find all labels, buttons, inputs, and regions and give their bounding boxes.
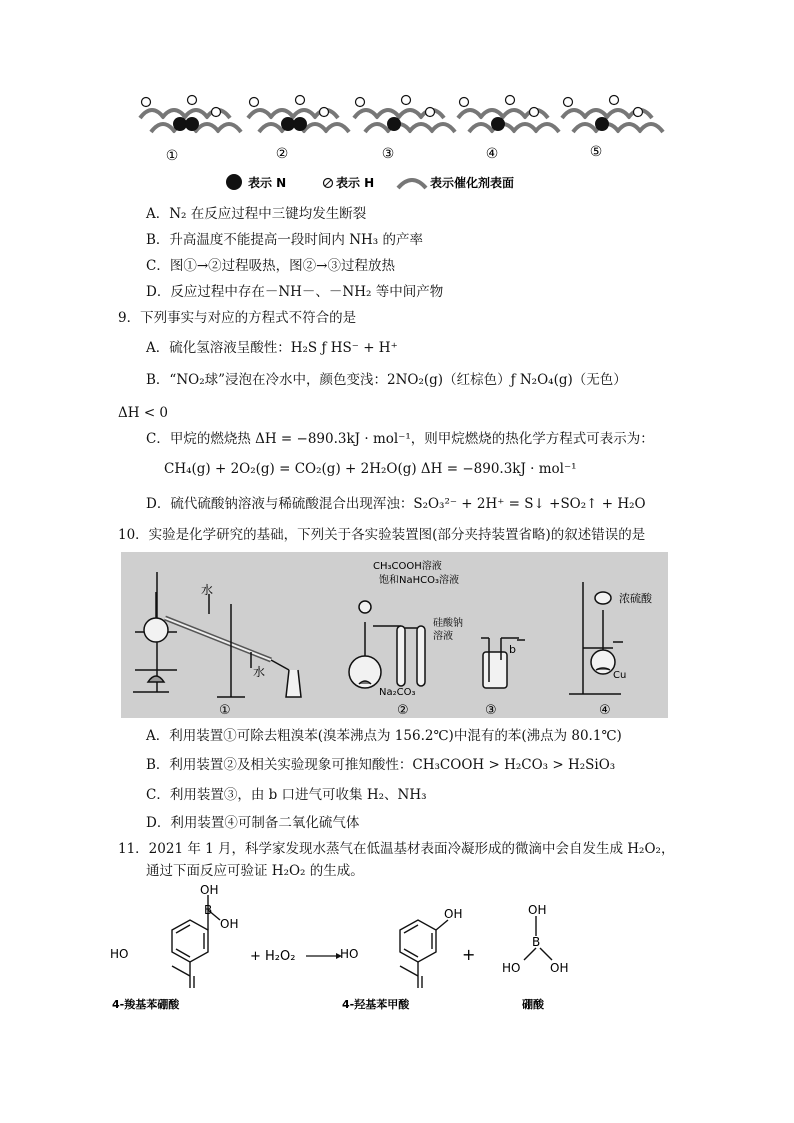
h-atom xyxy=(530,108,539,117)
surface-arch xyxy=(480,110,504,118)
molecule-carboxyphenylboronic-acid xyxy=(172,895,220,988)
m2-oh: OH xyxy=(444,907,463,921)
surface-arch xyxy=(376,110,400,118)
surface-arch xyxy=(431,124,455,132)
q9-option-a: A．硫化氢溶液呈酸性：H₂S ƒ HS⁻ + H⁺ xyxy=(146,340,398,356)
apparatus-2-silicate-label-2: 溶液 xyxy=(433,631,453,642)
surface-arch xyxy=(354,110,378,118)
n-atom xyxy=(173,117,187,131)
apparatus-4-number: ④ xyxy=(599,703,611,718)
m3-oh-top: OH xyxy=(528,903,547,917)
m3-boron: B xyxy=(532,935,541,949)
surface-arch xyxy=(162,110,186,118)
m1-ho-left: HO xyxy=(110,947,129,961)
apparatus-panel xyxy=(121,552,668,718)
apparatus-2-number: ② xyxy=(397,703,409,718)
q10-option-c: C．利用装置③，由 b 口进气可收集 H₂、NH₃ xyxy=(146,787,427,803)
molecule-hydroxybenzoic-acid xyxy=(400,920,448,988)
m1-name: 4-羧基苯硼酸 xyxy=(112,998,180,1011)
n-atom xyxy=(185,117,199,131)
h-atom xyxy=(634,108,643,117)
surface-arch xyxy=(325,124,349,132)
q9-option-c: C．甲烷的燃烧热 ΔH = −890.3kJ · mol⁻¹，则甲烷燃烧的热化学方程式可表示为： xyxy=(146,431,654,447)
surface-arch xyxy=(184,110,208,118)
apparatus-3-number: ③ xyxy=(485,703,497,718)
surface-arch xyxy=(140,110,164,118)
step-label-3: ③ xyxy=(381,146,395,162)
h-atom xyxy=(296,96,305,105)
apparatus-3-gas-bottle xyxy=(481,638,525,688)
h-atom xyxy=(188,96,197,105)
apparatus-2-silicate-label-1: 硅酸钠 xyxy=(433,618,463,629)
h-atom xyxy=(564,98,573,107)
surface-arch xyxy=(259,124,283,132)
h-atom xyxy=(402,96,411,105)
m2-name: 4-羟基苯甲酸 xyxy=(342,998,410,1011)
q9-option-b-delta-h: ΔH < 0 xyxy=(118,405,169,421)
step-label-4: ④ xyxy=(485,146,499,162)
surface-arch xyxy=(469,124,493,132)
h-atom xyxy=(460,98,469,107)
m3-oh-right: OH xyxy=(550,961,569,975)
q9-option-b: B．“NO₂球”浸泡在冷水中，颜色变浅：2NO₂(g)（红棕色）ƒ N₂O₄(g)（无色） xyxy=(146,372,627,388)
apparatus-1-water-out-label: 水 xyxy=(253,665,266,679)
m1-oh-top: OH xyxy=(200,883,219,897)
q9-stem: 9．下列事实与对应的方程式不符合的是 xyxy=(118,310,357,326)
n-atom xyxy=(293,117,307,131)
surface-arch xyxy=(248,110,272,118)
plus-sign: + xyxy=(462,945,476,964)
q8-option-d: D．反应过程中存在－NH－、－NH₂ 等中间产物 xyxy=(146,284,444,300)
surface-arch xyxy=(639,124,663,132)
q10-option-b: B．利用装置②及相关实验现象可推知酸性：CH₃COOH > H₂CO₃ > H₂SiO₃ xyxy=(146,757,616,773)
q8-option-a: A．N₂ 在反应过程中三键均发生断裂 xyxy=(146,206,367,222)
catalyst-mechanism-figure xyxy=(130,90,670,200)
n-atom xyxy=(387,117,401,131)
q11-stem-continued: 通过下面反应可验证 H₂O₂ 的生成。 xyxy=(146,863,364,879)
surface-arch xyxy=(409,124,433,132)
q8-option-c: C．图①→②过程吸热，图②→③过程放热 xyxy=(146,258,395,274)
h-atom xyxy=(356,98,365,107)
m1-oh-right: OH xyxy=(220,917,239,931)
q10-option-d: D．利用装置④可制备二氧化硫气体 xyxy=(146,815,360,831)
apparatus-1-number: ① xyxy=(219,703,231,718)
legend-n-atom xyxy=(226,174,242,190)
apparatus-2-acetic-label: CH₃COOH溶液 xyxy=(373,561,442,572)
surface-arch xyxy=(398,110,422,118)
apparatus-2-na2co3-label: Na₂CO₃ xyxy=(379,687,416,698)
q9-option-c-equation: CH₄(g) + 2O₂(g) = CO₂(g) + 2H₂O(g) ΔH = −890.3kJ · mol⁻¹ xyxy=(164,461,577,477)
apparatus-1-water-in-label: 水 xyxy=(201,583,214,597)
plus-h2o2: + H₂O₂ xyxy=(250,949,296,964)
q11-reaction-scheme xyxy=(100,880,600,1020)
step-label-2: ② xyxy=(275,146,289,162)
h-atom xyxy=(212,108,221,117)
step-label-1: ① xyxy=(165,148,179,164)
h-atom xyxy=(250,98,259,107)
q8-option-b: B．升高温度不能提高一段时间内 NH₃ 的产率 xyxy=(146,232,423,248)
n-atom xyxy=(491,117,505,131)
apparatus-1-distillation xyxy=(133,572,301,697)
q10-stem: 10．实验是化学研究的基础，下列关于各实验装置图(部分夹持装置省略)的叙述错误的是 xyxy=(118,527,646,543)
m2-ho: HO xyxy=(340,947,359,961)
q10-option-a: A．利用装置①可除去粗溴苯(溴苯沸点为 156.2℃)中混有的苯(沸点为 80.1℃) xyxy=(146,728,622,744)
surface-arch xyxy=(458,110,482,118)
m1-boron: B xyxy=(204,903,213,917)
apparatus-4-h2so4-label: 浓硫酸 xyxy=(619,592,652,605)
apparatus-2-acid-strength xyxy=(349,601,425,688)
n-atom xyxy=(281,117,295,131)
q9-option-d: D．硫代硫酸钠溶液与稀硫酸混合出现浑浊：S₂O₃²⁻ + 2H⁺ = S↓ +SO₂↑ + H₂O xyxy=(146,496,646,512)
h-atom xyxy=(426,108,435,117)
apparatus-3-b-port-label: b xyxy=(509,643,516,656)
apparatus-2-bicarb-label: 饱和NaHCO₃溶液 xyxy=(379,575,459,586)
step-label-5: ⑤ xyxy=(589,144,603,160)
apparatus-4-cu-label: Cu xyxy=(613,670,627,681)
m3-name: 硼酸 xyxy=(522,998,544,1011)
surface-arch xyxy=(217,124,241,132)
surface-arch xyxy=(151,124,175,132)
surface-arch xyxy=(365,124,389,132)
h-atom xyxy=(320,108,329,117)
h-atom xyxy=(610,96,619,105)
h-atom xyxy=(142,98,151,107)
legend-n-text: 表示 N xyxy=(248,176,287,190)
surface-arch xyxy=(292,110,316,118)
legend-surface-text: 表示催化剂表面 xyxy=(430,176,515,190)
legend-surface-arch xyxy=(398,180,426,188)
legend-h-text: 表示 H xyxy=(336,176,375,190)
h-atom xyxy=(506,96,515,105)
m3-ho: HO xyxy=(502,961,521,975)
q11-stem: 11．2021 年 1 月，科学家发现水蒸气在低温基材表面冷凝形成的微滴中会自发生成 H₂O₂， xyxy=(118,841,675,857)
surface-arch xyxy=(270,110,294,118)
n-atom xyxy=(595,117,609,131)
apparatus-figure xyxy=(121,552,668,718)
